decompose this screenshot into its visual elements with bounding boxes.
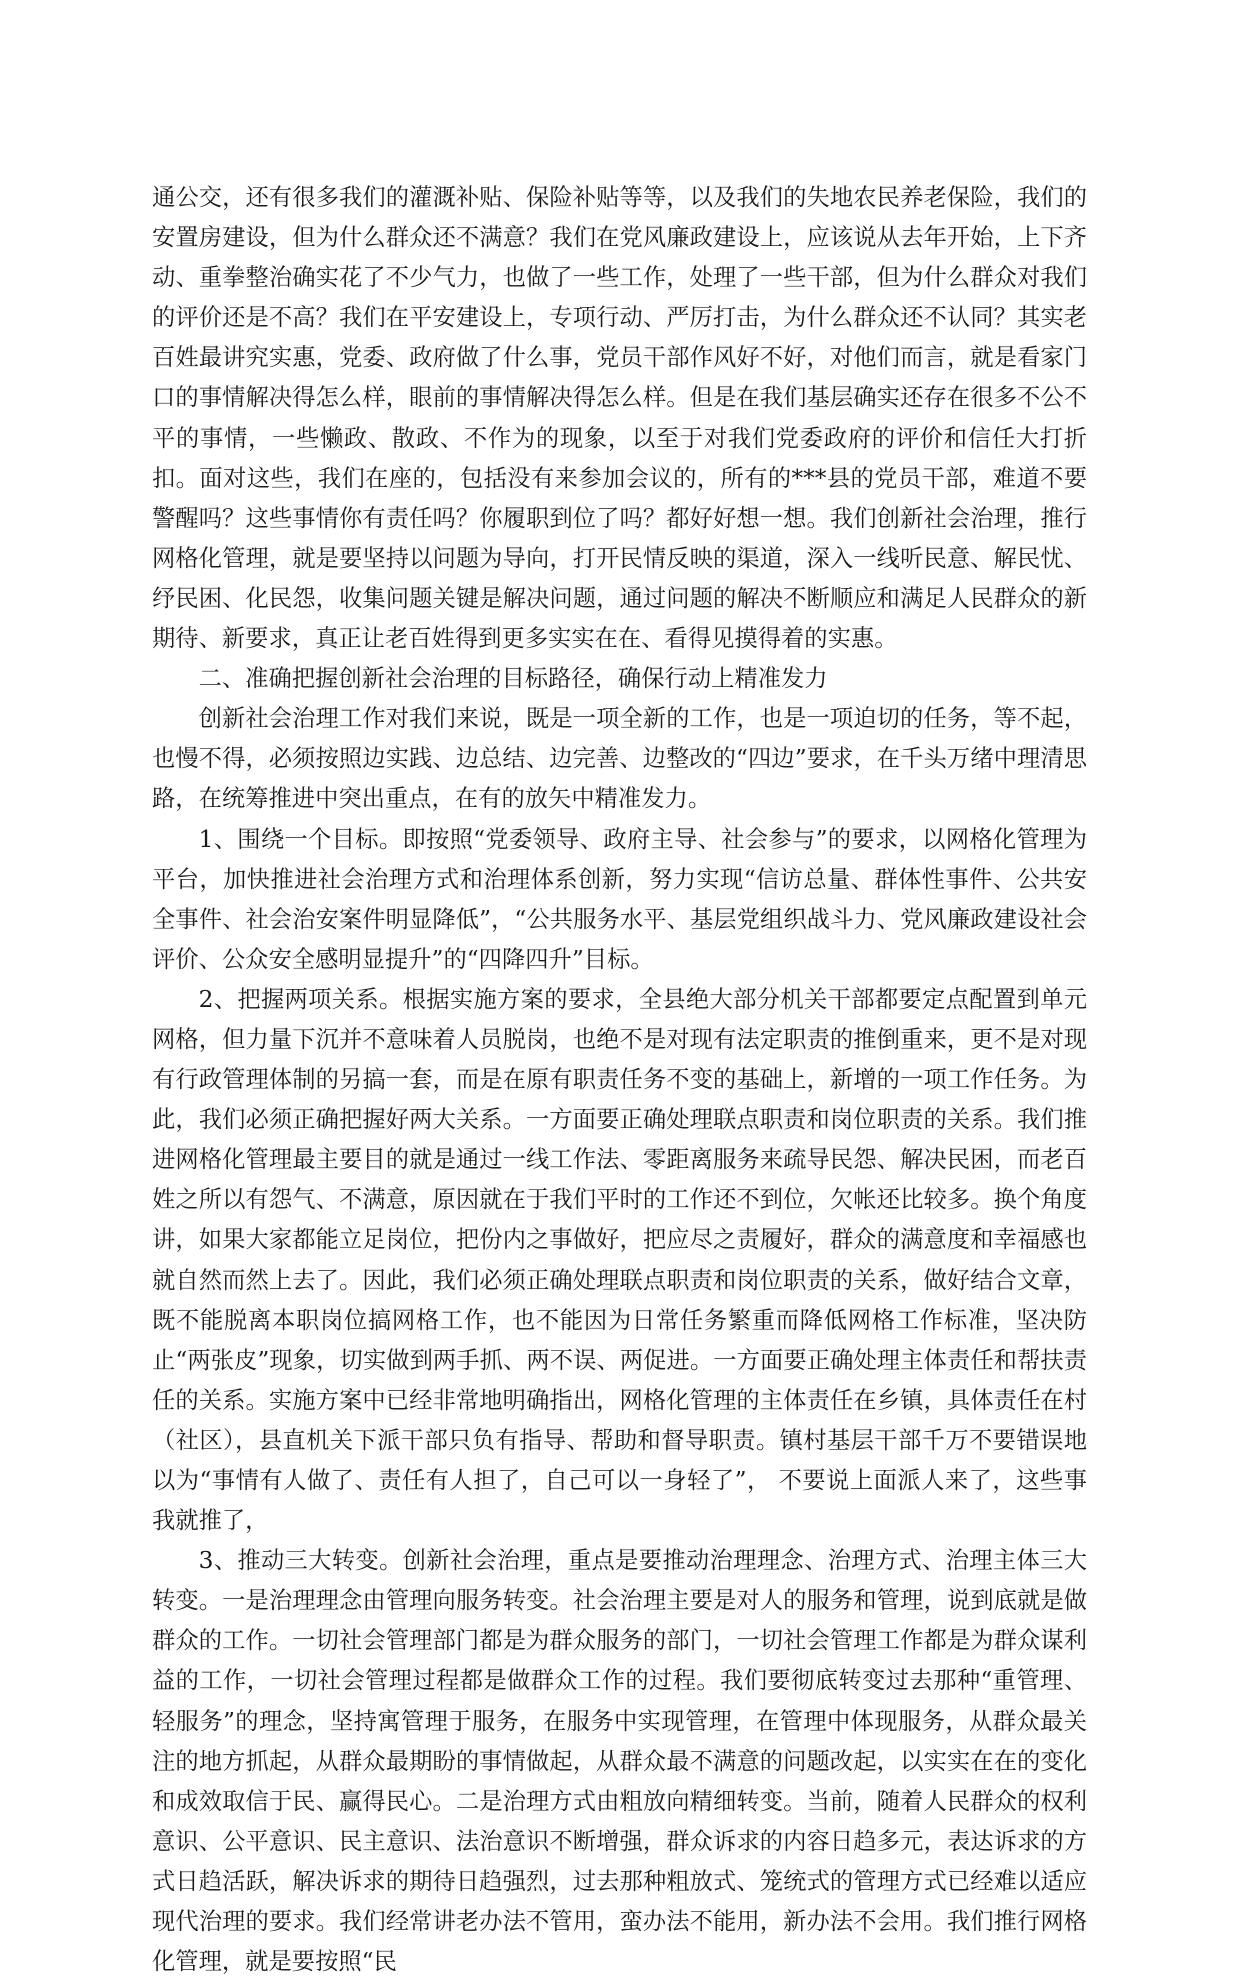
paragraph-continuation: 通公交，还有很多我们的灌溉补贴、保险补贴等等，以及我们的失地农民养老保险，我们的安置房建设，但为什么群众还不满意？我们在党风廉政建设上，应该说从去年开始，上下齐动、重拳整治确实花了不少气力，也做了一些工作，处理了一些干部，但为什么群众对我们的评价还是不高？我们在平安建设上，专项行动、严厉打击，为什么群众还不认同？其实老百姓最讲究实惠，党委、政府做了什么事，党员干部作风好不好，对他们而言，就是看家门口的事情解决得怎么样，眼前的事情解决得怎么样。但是在我们基层确实还存在很多不公不平的事情，一些懒政、散政、不作为的现象，以至于对我们党委政府的评价和信任大打折扣。面对这些，我们在座的，包括没有来参加会议的，所有的***县的党员干部，难道不要警醒吗？这些事情你有责任吗？你履职到位了吗？都好好想一想。我们创新社会治理，推行网格化管理，就是要坚持以问题为导向，打开民情反映的渠道，深入一线听民意、解民忧、纾民困、化民怨，收集问题关键是解决问题，通过问题的解决不断顺应和满足人民群众的新期待、新要求，真正让老百姓得到更多实实在在、看得见摸得着的实惠。 [152, 184, 1087, 653]
paragraph-point-2: 2、把握两项关系。根据实施方案的要求，全县绝大部分机关干部都要定点配置到单元网格，但力量下沉并不意味着人员脱岗，也绝不是对现有法定职责的推倒重来，更不是对现有行政管理体制的另搞一套，而是在原有职责任务不变的基础上，新增的一项工作任务。为此，我们必须正确把握好两大关系。一方面要正确处理联点职责和岗位职责的关系。我们推进网格化管理最主要目的就是通过一线工作法、零距离服务来疏导民怨、解决民困，而老百姓之所以有怨气、不满意，原因就在于我们平时的工作还不到位，欠帐还比较多。换个角度讲，如果大家都能立足岗位，把份内之事做好，把应尽之责履好，群众的满意度和幸福感也就自然而然上去了。因此，我们必须正确处理联点职责和岗位职责的关系，做好结合文章，既不能脱离本职岗位搞网格工作，也不能因为日常任务繁重而降低网格工作标准，坚决防止“两张皮”现象，切实做到两手抓、两不误、两促进。一方面要正确处理主体责任和帮扶责任的关系。实施方案中已经非常地明确指出，网格化管理的主体责任在乡镇，具体责任在村（社区），县直机关下派干部只负有指导、帮助和督导职责。镇村基层干部千万不要错误地以为“事情有人做了、责任有人担了，自己可以一身轻了”， 不要说上面派人来了，这些事我就推了， [152, 985, 1087, 1535]
document-body [152, 178, 1087, 1982]
paragraph-point-1: 1、围绕一个目标。即按照“党委领导、政府主导、社会参与”的要求，以网格化管理为平台，加快推进社会治理方式和治理体系创新，努力实现“信访总量、群体性事件、公共安全事件、社会治安案件明显降低”，“公共服务水平、基层党组织战斗力、党风廉政建设社会评价、公众安全感明显提升”的“四降四升”目标。 [152, 825, 1087, 973]
paragraph-point-3: 3、推动三大转变。创新社会治理，重点是要推动治理理念、治理方式、治理主体三大转变。一是治理理念由管理向服务转变。社会治理主要是对人的服务和管理，说到底就是做群众的工作。一切社会管理部门都是为群众服务的部门，一切社会管理工作都是为群众谋利益的工作，一切社会管理过程都是做群众工作的过程。我们要彻底转变过去那种“重管理、轻服务”的理念，坚持寓管理于服务，在服务中实现管理，在管理中体现服务，从群众最关注的地方抓起，从群众最期盼的事情做起，从群众最不满意的问题改起，以实实在在的变化和成效取信于民、赢得民心。二是治理方式由粗放向精细转变。当前，随着人民群众的权利意识、公平意识、民主意识、法治意识不断增强，群众诉求的内容日趋多元，表达诉求的方式日趋活跃，解决诉求的期待日趋强烈，过去那种粗放式、笼统式的管理方式已经难以适应现代治理的要求。我们经常讲老办法不管用，蛮办法不能用，新办法不会用。我们推行网格化管理，就是要按照“民 [152, 1547, 1087, 1976]
paragraph-intro: 创新社会治理工作对我们来说，既是一项全新的工作，也是一项迫切的任务，等不起，也慢不得，必须按照边实践、边总结、边完善、边整改的“四边”要求，在千头万绪中理清思路，在统筹推进中突出重点，在有的放矢中精准发力。 [152, 705, 1087, 813]
section-heading: 二、准确把握创新社会治理的目标路径，确保行动上精准发力 [198, 665, 828, 693]
